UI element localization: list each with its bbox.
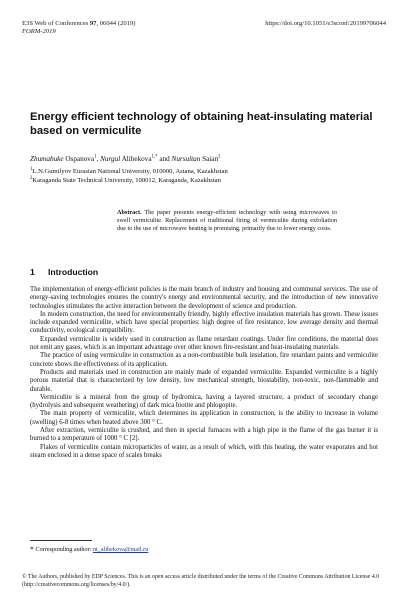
affiliation-number: 1 bbox=[30, 166, 33, 172]
paragraph: Products and materials used in construction are mainly made of expanded vermiculite. Expanded vermiculite is a highly porous material that is characterized by low density, low mechanical strength, biostability, non-toxic, non-flammable and durable. bbox=[30, 368, 378, 393]
paragraph: In modern construction, the need for environmentally friendly, highly effective insulation materials has grown. These issues include expanded vermiculite, which have special properties: high degree of fire resistance, low average density and thermal conductivity, ecological compatibility. bbox=[30, 310, 378, 335]
journal-name: E3S Web of Conferences bbox=[22, 20, 90, 27]
paper-title: Energy efficient technology of obtaining heat-insulating material based on vermiculite bbox=[30, 111, 373, 137]
section-number: 1 bbox=[30, 267, 35, 277]
author-affiliation-mark: 1 bbox=[94, 154, 97, 160]
author-separator: , bbox=[96, 155, 101, 163]
article-number: , 06044 (2019) bbox=[96, 20, 136, 27]
author-list bbox=[30, 155, 370, 164]
author-separator: and bbox=[157, 155, 172, 163]
paragraph: Vermiculite is a mineral from the group of hydromica, having a layered structure, a product of secondary change (hydrolysis and subsequent weathering) of dark mica biotite and phlogopite. bbox=[30, 393, 378, 410]
footnote-label: Corresponding author: bbox=[34, 546, 93, 553]
affiliation-text: L.N.Gumilyov Eurasian National University, 010000, Astana, Kazakhstan bbox=[32, 168, 228, 175]
doi-link[interactable]: https://doi.org/10.1051/e3sconf/20199706044 bbox=[265, 20, 386, 27]
author-affiliation-mark: 2 bbox=[218, 154, 221, 160]
author-surname: Ospanova bbox=[63, 155, 95, 163]
license-notice: © The Authors, published by EDP Sciences. This is an open access article distributed under the terms of the Creative Commons Attribution License 4.0 (http://creativecommons.org/licenses/by/4.0/). bbox=[22, 574, 380, 588]
author-given-name: Nurgul bbox=[100, 155, 121, 163]
footnote bbox=[30, 546, 148, 554]
author-given-name: Zhumabuke bbox=[30, 155, 64, 163]
affiliation-line bbox=[30, 168, 370, 177]
author-surname: Alibekova bbox=[120, 155, 152, 163]
paragraph: After extraction, vermiculite is crushed, and then in special furnaces with a high pipe in the flame of the gas burner it is burned to a temperature of 1000 ° C [2]. bbox=[30, 427, 378, 443]
journal-volume: 97 bbox=[89, 20, 97, 27]
affiliation-line bbox=[30, 177, 370, 186]
conference-name: FORM-2019 bbox=[22, 28, 56, 36]
footnote-mark: * bbox=[30, 545, 34, 554]
author-email-link[interactable]: nt_alibekova@mail.ru bbox=[92, 546, 149, 553]
section-heading bbox=[30, 267, 98, 277]
author-affiliation-mark: 1,* bbox=[151, 154, 158, 160]
affiliation-text: Karaganda State Technical University, 100012, Karaganda, Kazakhstan bbox=[32, 176, 221, 184]
paragraph: Flakes of vermiculite contain microparticles of water, as a result of which, with this heating, the water evaporates and hot steam enclosed in a dense space of scales breaks bbox=[30, 443, 378, 459]
paragraph: Expanded vermiculite is widely used in construction as flame retardant coatings. Under fire conditions, the material does not emit any gases, which is an important advantage over other known fire-resistant and heat-insulating materials. bbox=[30, 335, 378, 352]
author-given-name: Nursultan bbox=[171, 155, 201, 163]
paragraph: The main property of vermiculite, which determines its application in construction, is the ability to increase in volume (swelling) 6-8 times when heated above 300 ° C. bbox=[30, 410, 378, 426]
affiliation-number: 2 bbox=[30, 175, 33, 181]
abstract-label: Abstract. bbox=[117, 209, 142, 216]
footnote-divider bbox=[30, 540, 92, 541]
affiliations bbox=[30, 168, 370, 185]
abstract-text: The paper presents energy-efficient technology with using microwaves to swell vermiculite. Replacement of traditional firing of vermiculite during exfoliation due to the use of microwave heating is promising, primarily due to lower energy costs. bbox=[117, 209, 337, 233]
abstract bbox=[117, 209, 337, 234]
paragraph: The implementation of energy-efficient policies is the main branch of industry and housing and communal services. The use of energy-saving technologies ensures the country's energy and environmental security, and the introduction of new innovative technologies stimulates the active interaction between the development of science and production. bbox=[30, 286, 378, 310]
paragraph: The practice of using vermiculite in construction as a non-combustible bulk insulation, fire retardant paints and vermiculite concrete shows the effectiveness of its application. bbox=[30, 352, 378, 368]
section-title: Introduction bbox=[48, 267, 99, 277]
journal-citation bbox=[22, 20, 135, 37]
author-surname: Saian bbox=[200, 155, 219, 163]
body-text bbox=[30, 286, 378, 460]
